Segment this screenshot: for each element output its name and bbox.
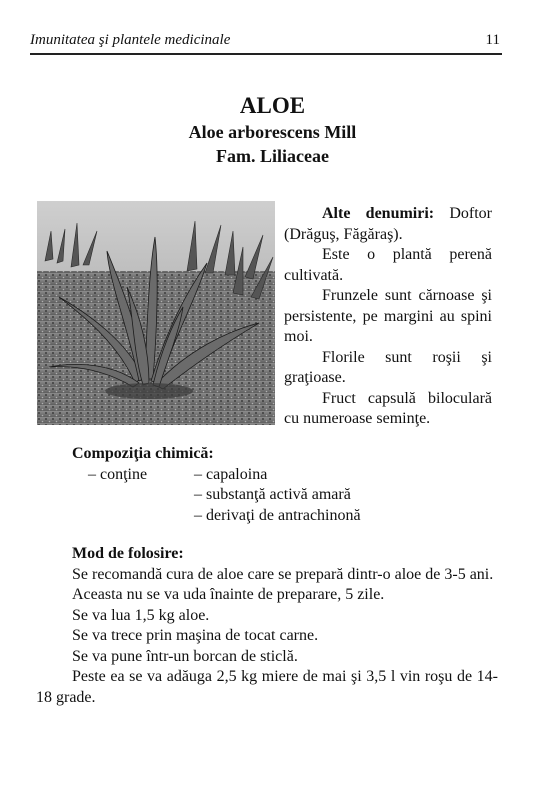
composition-title: Compoziţia chimică: xyxy=(72,445,214,462)
usage-paragraph: Se va pune într-un borcan de sticlă. xyxy=(72,647,298,665)
book-title: Imunitatea şi plantele medicinale xyxy=(30,32,231,48)
usage-paragraph: Se va lua 1,5 kg aloe. xyxy=(72,606,210,624)
description-block xyxy=(284,204,492,430)
composition-row xyxy=(72,506,361,527)
description-paragraph: Fruct capsulă biloculară cu numeroase seminţe. xyxy=(284,389,492,427)
usage-paragraph: Peste ea se va adăuga 2,5 kg miere de mai şi 3,5 l vin roşu de 14-18 grade. xyxy=(36,668,498,706)
composition-row xyxy=(72,485,351,506)
usage-section xyxy=(36,544,498,708)
description-paragraph: Frunzele sunt cărnoase şi persistente, pe margini au spini moi. xyxy=(284,287,492,345)
usage-paragraph: Aceasta nu se va uda înainte de preparare, 5 zile. xyxy=(72,586,385,603)
plant-heading xyxy=(0,92,539,168)
composition-item: – capaloina xyxy=(194,465,268,483)
usage-title: Mod de folosire: xyxy=(72,545,184,562)
plant-name: ALOE xyxy=(239,93,306,118)
composition-item: – substanţă activă amară xyxy=(194,486,351,503)
aloe-photo xyxy=(37,201,275,425)
description-paragraph: Este o plantă perenă cultivată. xyxy=(284,246,492,284)
usage-paragraph: Se va trece prin maşina de tocat carne. xyxy=(72,627,319,644)
header-rule xyxy=(30,53,502,55)
composition-row xyxy=(72,465,268,486)
scientific-name: Aloe arborescens Mill xyxy=(188,122,357,142)
plant-family: Fam. Liliaceae xyxy=(216,146,329,166)
composition-item: – derivaţi de antrachinonă xyxy=(194,506,361,524)
description-paragraph: Florile sunt roşii şi graţioase. xyxy=(284,348,492,386)
usage-paragraph: Se recomandă cura de aloe care se prepară dintr-o aloe de 3-5 ani. xyxy=(72,565,494,583)
composition-section xyxy=(72,444,361,526)
other-names-text: Doftor (Drăguş, Făgăraş). xyxy=(284,205,492,243)
page-number: 11 xyxy=(485,32,500,48)
composition-lead: – conţine xyxy=(88,465,148,483)
other-names-label: Alte denumiri: xyxy=(322,205,435,222)
other-names xyxy=(284,204,492,245)
running-header xyxy=(30,32,500,52)
